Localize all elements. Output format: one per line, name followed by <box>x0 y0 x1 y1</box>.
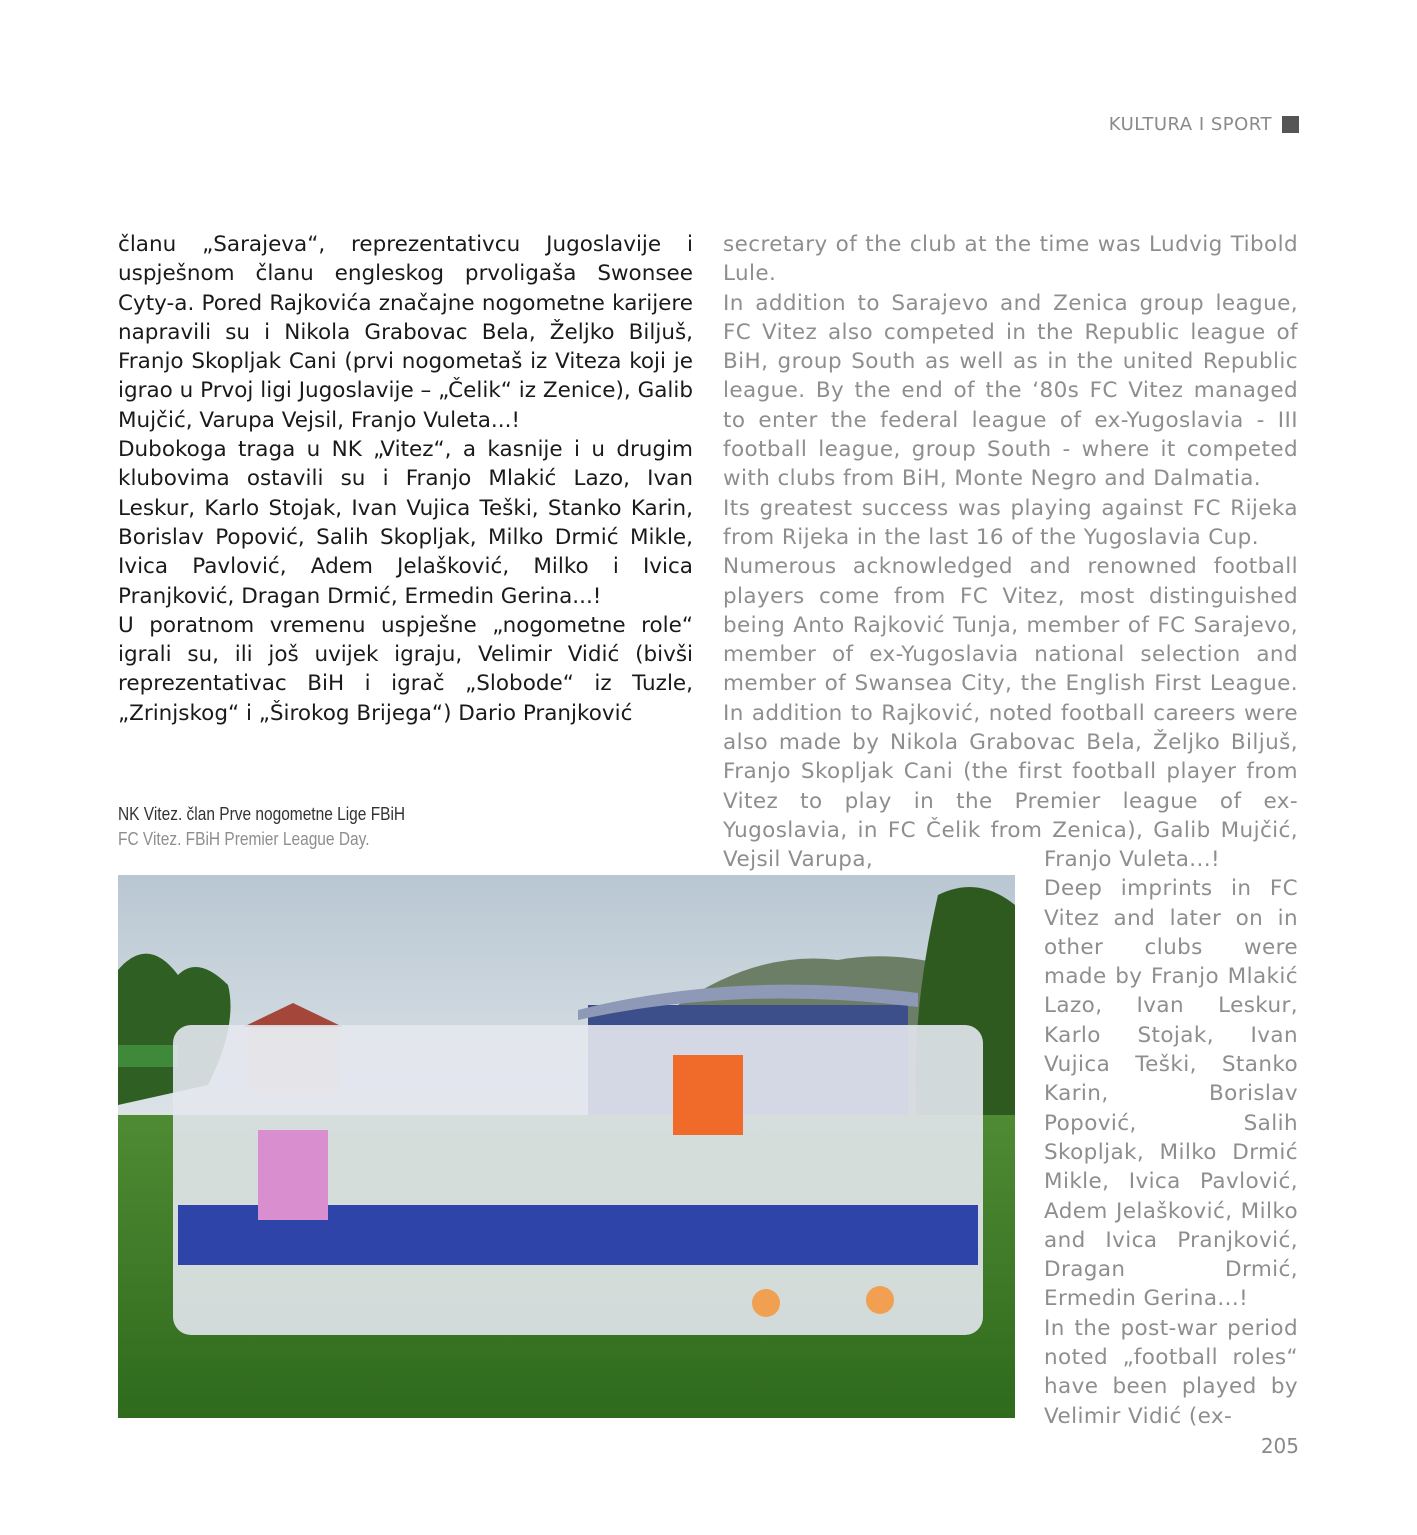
paragraph: Dubokoga traga u NK „Vitez“, a kasnije i u drugim klubovima ostavili su i Franjo Mlakić Lazo, Ivan Leskur, Karlo Stojak, Ivan Vujica Teški, Stanko Karin, Borislav Popović, Salih Skopljak, Milko Drmić Mikle, Ivica Pavlović, Adem Jelašković, Milko i Ivica Pranjković, Dragan Drmić, Ermedin Gerina...! <box>118 437 693 609</box>
paragraph: Deep imprints in FC Vitez and later on in other clubs were made by Franjo Mlakić Lazo, Ivan Leskur, Karlo Stojak, Ivan Vujica Teški, Stanko Karin, Borislav Popović, Salih Skopljak, Milko Drmić Mikle, Ivica Pavlović, Adem Jelašković, Milko and Ivica Pranjković, Dragan Drmić, Ermedin Gerina...! <box>1044 876 1298 1312</box>
paragraph: In addition to Sarajevo and Zenica group league, FC Vitez also competed in the Republic league of BiH, group South as well as in the united Republic league. By the end of the ‘80s FC Vitez managed to enter the federal league of ex-Yugoslavia - III football league, group South - where it competed with clubs from BiH, Monte Negro and Dalmatia. <box>723 290 1298 492</box>
umbrella <box>118 1045 178 1067</box>
paragraph: članu „Sarajeva“, reprezentativcu Jugoslavije i uspješnom članu engleskog prvoligaša Swonsee Cyty-a. Pored Rajkovića značajne nogometne karijere napravili su i Nikola Grabovac Bela, Željko Biljuš, Franjo Skopljak Cani (prvi nogometaš iz Viteza koji je igrao u Prvoj ligi Jugoslavije – „Čelik“ iz Zenice), Galib Mujčić, Varupa Vejsil, Franjo Vuleta...! <box>118 232 693 433</box>
paragraph: Franjo Vuleta...! <box>1044 847 1221 872</box>
paragraph: Numerous acknowledged and renowned football players come from FC Vitez, most distinguished being Anto Rajković Tunja, member of FC Sarajevo, member of ex-Yugoslavia national selection and member of Swansea City, the English First League. In addition to Rajković, noted football careers were also made by Nikola Grabovac Bela, Željko Biljuš, Franjo Skopljak Cani (the first football player from Vitez to play in the Premier league of ex-Yugoslavia, in FC Čelik from Zenica), Galib Mujčić, Vejsil Varupa, <box>723 554 1298 873</box>
right-column <box>723 230 1298 875</box>
photo-caption <box>118 802 405 852</box>
football <box>866 1286 894 1314</box>
football <box>752 1289 780 1317</box>
paragraph: secretary of the club at the time was Ludvig Tibold Lule. <box>723 232 1298 287</box>
left-column <box>118 230 693 728</box>
caption-local: NK Vitez. član Prve nogometne Lige FBiH <box>118 804 406 824</box>
section-marker-icon <box>1282 116 1299 133</box>
team-photo <box>118 875 1015 1418</box>
paragraph: In the post-war period noted „football roles“ have been played by Velimir Vidić (ex- <box>1044 1315 1298 1429</box>
goalkeeper-shirt <box>258 1130 328 1220</box>
section-header <box>1109 114 1299 135</box>
section-title: KULTURA I SPORT <box>1108 114 1272 135</box>
caption-english: FC Vitez. FBiH Premier League Day. <box>118 829 370 849</box>
right-narrow-column <box>1044 845 1298 1431</box>
paragraph: Its greatest success was playing against FC Rijeka from Rijeka in the last 16 of the Yugoslavia Cup. <box>723 495 1298 550</box>
page-number: 205 <box>1260 1434 1299 1458</box>
paragraph: U poratnom vremenu uspješne „nogometne role“ igrali su, ili još uvijek igraju, Velimir Vidić (bivši reprezentativac BiH i igrač „Slobode“ iz Tuzle, „Zrinjskog“ i „Širokog Brijega“) Dario Pranjković <box>118 612 693 726</box>
keeper-shirt-orange <box>673 1055 743 1135</box>
